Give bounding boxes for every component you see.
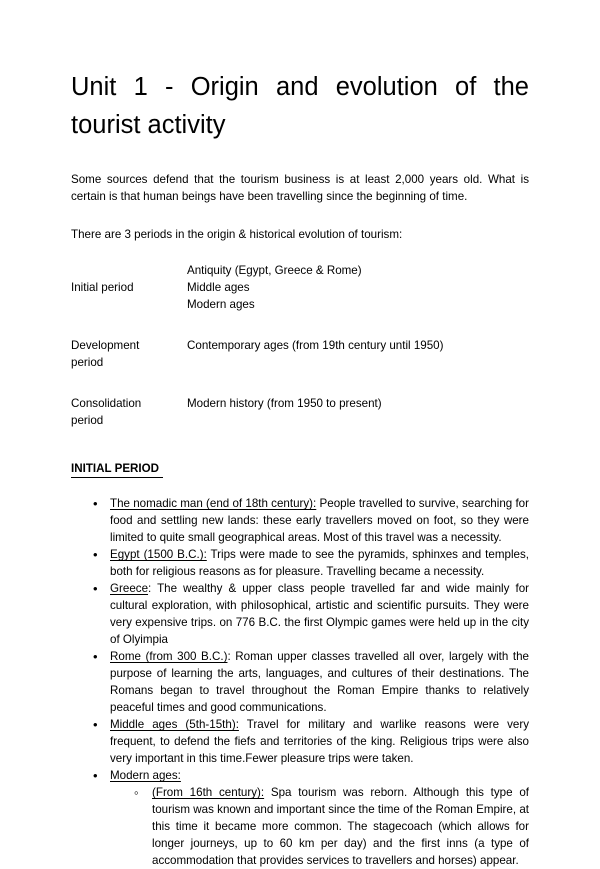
period-values-initial [187, 262, 529, 313]
page-title [71, 0, 529, 144]
period-label-line: Consolidation [71, 397, 142, 410]
list-item [71, 716, 529, 767]
bullet-disc-icon [93, 648, 98, 666]
period-label-line: period [71, 356, 104, 369]
list-item-lead: Greece [110, 582, 149, 595]
table-row [71, 395, 529, 429]
bullet-disc-icon [93, 716, 98, 734]
list-item [71, 648, 529, 716]
table-row [71, 262, 529, 313]
period-label-line: period [71, 414, 104, 427]
page-title-line-1: Unit 1 - Origin and evolution of the [71, 73, 529, 101]
bullet-disc-icon [93, 495, 98, 513]
list-item-body: : The wealthy & upper class people travelled far and wide mainly for cultural exploration, with philosophical, artistic and scientific pursuits. They were very expensive trips. on 776 B.C. the first Olympic games were held up in the city of Olyimpia [110, 582, 529, 646]
list-item-lead: Middle ages (5th-15th): [110, 718, 239, 731]
bullet-disc-icon [93, 767, 98, 785]
table-spacer-row [71, 313, 529, 337]
list-item [110, 784, 529, 869]
period-value-line: Modern ages [187, 298, 255, 311]
periods-table [71, 262, 529, 429]
list-item [71, 495, 529, 546]
period-label-development [71, 337, 187, 371]
intro-paragraph: Some sources defend that the tourism business is at least 2,000 years old. What is certain is that human beings have been travelling since the beginning of time. [71, 173, 529, 203]
table-spacer-row [71, 371, 529, 395]
period-label-line: Development [71, 339, 140, 352]
periods-intro-paragraph: There are 3 periods in the origin & historical evolution of tourism: [71, 228, 403, 241]
period-value-line: Middle ages [187, 281, 250, 294]
list-item-lead: Rome (from 300 B.C.) [110, 650, 228, 663]
sub-list-item-body: Spa tourism was reborn. Although this type of tourism was known and important since the time of the Roman Empire, at this time it became more common. The stagecoach (which allows for longer journeys, up to 60 km per day) and the first inns (a type of accommodation that provides services to travellers and horses) appear. [152, 786, 529, 867]
document-content [71, 0, 529, 869]
list-item-lead: The nomadic man (end of 18th century): [110, 497, 317, 510]
modern-ages-sub-list [110, 784, 529, 869]
sub-list-item-lead: (From 16th century): [152, 786, 265, 799]
bullet-disc-icon [93, 546, 98, 564]
period-label-consolidation [71, 395, 187, 429]
section-heading-wrapper [71, 429, 529, 478]
list-item [71, 546, 529, 580]
period-value-line: Contemporary ages (from 19th century until 1950) [187, 339, 444, 352]
period-values-consolidation [187, 395, 529, 429]
bullet-circle-icon [134, 784, 139, 802]
list-item-lead: Egypt (1500 B.C.): [110, 548, 207, 561]
list-item [71, 767, 529, 869]
page-title-line-2: tourist activity [71, 111, 226, 139]
period-label-initial: Initial period [71, 281, 134, 294]
section-heading-initial-period: INITIAL PERIOD [71, 460, 163, 478]
list-item-body: Trips were made to see the pyramids, sphinxes and temples, both for religious reasons as for pleasure. Travelling became a necessity. [110, 548, 529, 578]
initial-period-bullet-list [71, 478, 529, 869]
bullet-disc-icon [93, 580, 98, 598]
list-item-body: People travelled to survive, searching for food and settling new lands: these early travellers moved on foot, so they were limited to quite small geographical areas. Most of this travel was a necessity. [110, 497, 529, 544]
list-item-lead: Modern ages: [110, 769, 181, 782]
list-item-body: : Roman upper classes travelled all over, largely with the purpose of learning the arts, languages, and cultures of their destinations. The Romans began to travel throughout the Roman Empire thanks to relatively peaceful times and good communications. [110, 650, 530, 714]
list-item [71, 580, 529, 648]
table-row [71, 337, 529, 371]
list-item-body: Travel for military and warlike reasons were very frequent, to defend the fiefs and territories of the king. Religious trips were also very important in this time.Fewer pleasure trips were taken. [110, 718, 529, 765]
period-values-development [187, 337, 529, 371]
period-value-line: Antiquity (Egypt, Greece & Rome) [187, 264, 362, 277]
period-value-line: Modern history (from 1950 to present) [187, 397, 382, 410]
